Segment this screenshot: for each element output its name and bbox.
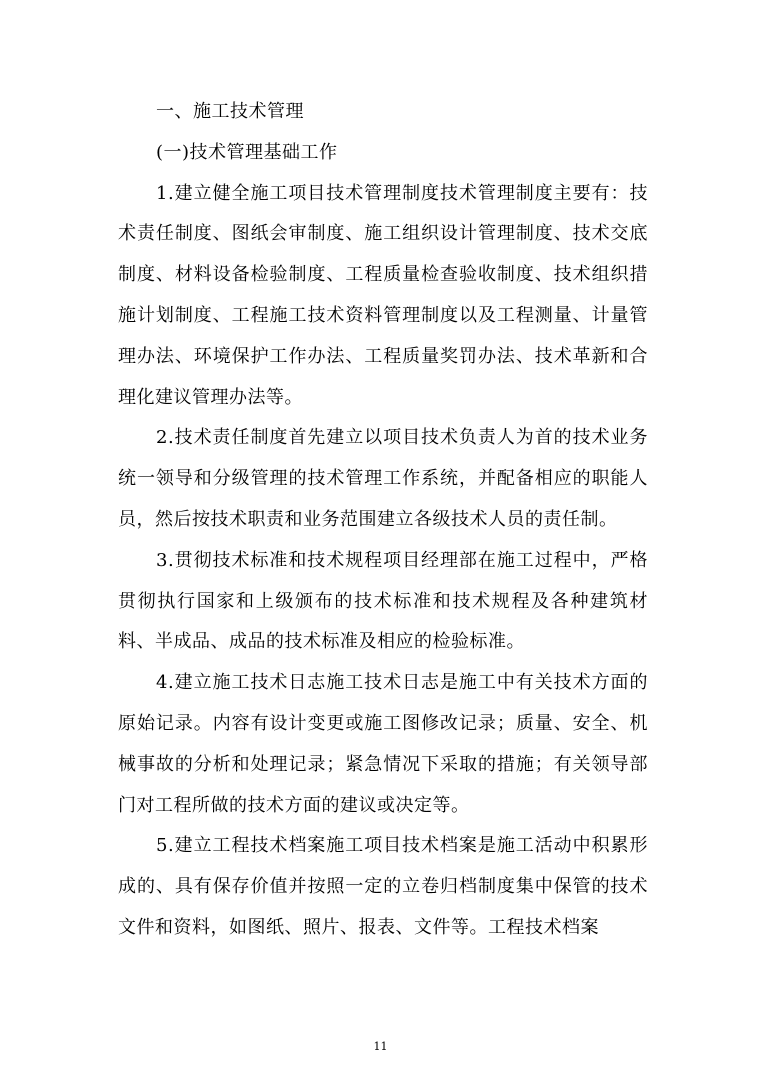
paragraph-4: 4.建立施工技术日志施工技术日志是施工中有关技术方面的原始记录。内容有设计变更或施工图修改记录；质量、安全、机械事故的分析和处理记录；紧急情况下采取的措施；有关领导部门对工程所做的技术方面的建议或决定等。 <box>118 672 648 816</box>
page-number: 11 <box>373 1040 388 1053</box>
paragraph-2: 2.技术责任制度首先建立以项目技术负责人为首的技术业务统一领导和分级管理的技术管理工作系统，并配备相应的职能人员，然后按技术职责和业务范围建立各级技术人员的责任制。 <box>118 427 648 530</box>
section-heading: 一、施工技术管理 <box>156 101 304 122</box>
document-body <box>118 92 648 949</box>
paragraph-1: 1.建立健全施工项目技术管理制度技术管理制度主要有：技术责任制度、图纸会审制度、施工组织设计管理制度、技术交底制度、材料设备检验制度、工程质量检查验收制度、技术组织措施计划制度、工程施工技术资料管理制度以及工程测量、计量管理办法、环境保护工作办法、工程质量奖罚办法、技术革新和合理化建议管理办法等。 <box>118 182 648 408</box>
paragraph-5: 5.建立工程技术档案施工项目技术档案是施工活动中积累形成的、具有保存价值并按照一定的立卷归档制度集中保管的技术文件和资料，如图纸、照片、报表、文件等。工程技术档案 <box>118 835 648 938</box>
subsection-heading: (一)技术管理基础工作 <box>156 141 338 163</box>
paragraph-3: 3.贯彻技术标准和技术规程项目经理部在施工过程中，严格贯彻执行国家和上级颁布的技术标准和技术规程及各种建筑材料、半成品、成品的技术标准及相应的检验标准。 <box>118 549 648 653</box>
